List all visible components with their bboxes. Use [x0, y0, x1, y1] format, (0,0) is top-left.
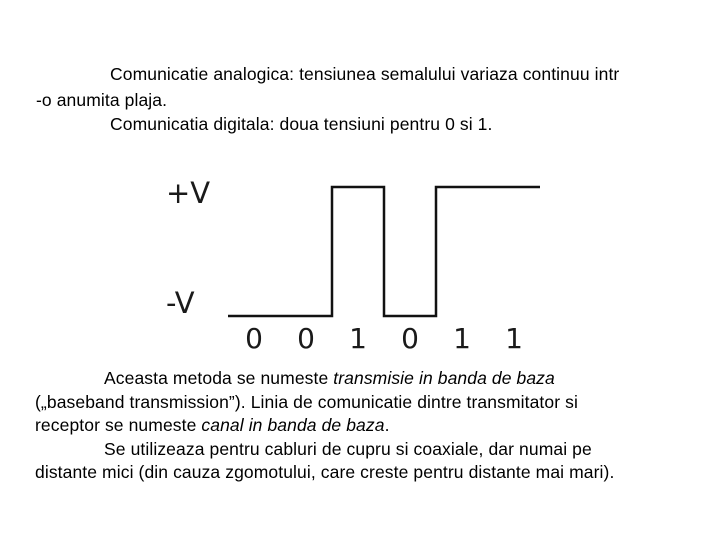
- bit-label: 0: [297, 322, 315, 355]
- low-voltage-label: -V: [166, 286, 195, 320]
- usage-line2: distante mici (din cauza zgomotului, care creste pentru distante mai mari).: [35, 462, 615, 482]
- baseband-line2: („baseband transmission”). Linia de comunicatie dintre transmitator si: [35, 392, 578, 412]
- bit-label: 1: [505, 322, 523, 355]
- bit-label: 1: [453, 322, 471, 355]
- signal-waveform: [228, 187, 540, 316]
- baseband-line3: [35, 414, 390, 436]
- baseband-text-b: receptor se numeste: [35, 415, 202, 435]
- baseband-text-b-end: .: [384, 415, 390, 435]
- baseband-channel-term: canal in banda de baza: [201, 415, 385, 435]
- usage-line1: Se utilizeaza pentru cabluri de cupru si coaxiale, dar numai pe: [104, 439, 592, 459]
- baseband-text-a: Aceasta metoda se numeste: [104, 368, 334, 388]
- bit-labels: [245, 322, 523, 355]
- baseband-line1: [104, 367, 555, 389]
- analog-description-line1: Comunicatie analogica: tensiunea semalului variaza continuu intr: [110, 64, 620, 84]
- bit-label: 0: [245, 322, 263, 355]
- high-voltage-label: +V: [166, 176, 211, 210]
- digital-description: Comunicatia digitala: doua tensiuni pentru 0 si 1.: [110, 114, 493, 134]
- baseband-term: transmisie in banda de baza: [333, 368, 555, 388]
- bit-label: 0: [401, 322, 419, 355]
- bit-label: 1: [349, 322, 367, 355]
- analog-description-line2: -o anumita plaja.: [36, 90, 168, 110]
